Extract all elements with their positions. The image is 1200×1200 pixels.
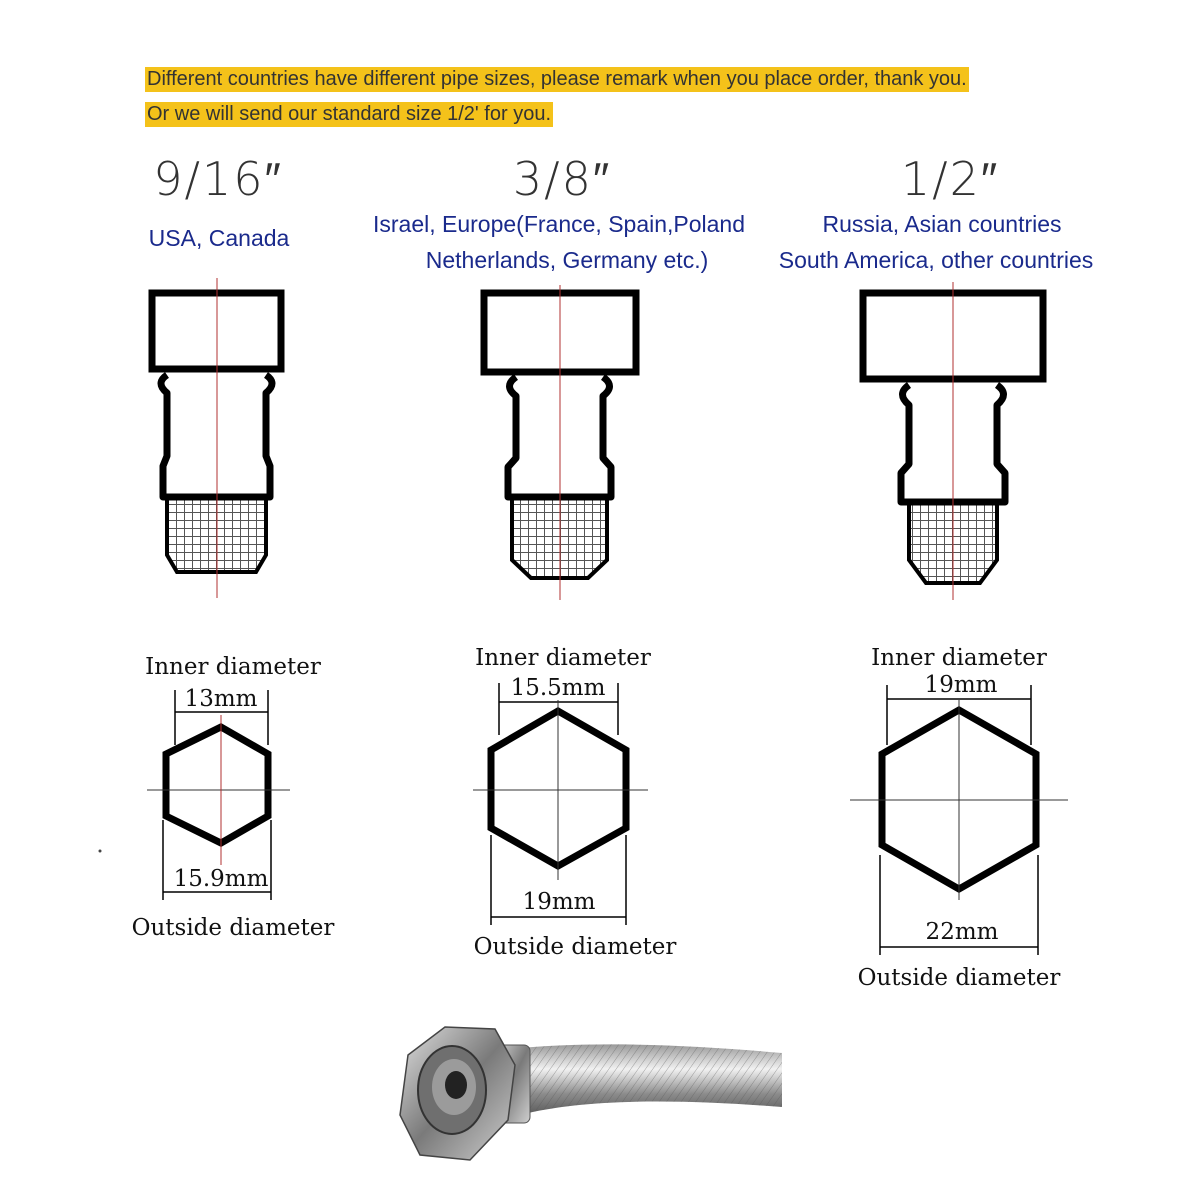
countries-1-2-line-1: Russia, Asian countries — [822, 211, 1062, 237]
hex-diagram-1-2 — [850, 685, 1068, 955]
fitting-3-8 — [484, 285, 636, 600]
outer-diameter-value-9-16: 15.9mm — [173, 866, 269, 892]
inner-diameter-label-3-8: Inner diameter — [475, 645, 651, 671]
outer-diameter-label-9-16: Outside diameter — [131, 915, 335, 941]
outer-diameter-value-1-2: 22mm — [925, 919, 999, 945]
notice-line-1: Different countries have different pipe sizes, please remark when you place order, thank you. — [147, 68, 967, 90]
fitting-1-2 — [863, 282, 1043, 600]
outer-diameter-value-3-8: 19mm — [522, 889, 596, 915]
countries-9-16: USA, Canada — [148, 225, 290, 251]
size-label-9-16: 9/16″ — [153, 152, 283, 206]
notice-line-2: Or we will send our standard size 1/2' for you. — [147, 103, 552, 125]
countries-1-2-line-2: South America, other countries — [778, 247, 1094, 273]
countries-3-8-line-2: Netherlands, Germany etc.) — [425, 247, 709, 273]
outer-diameter-label-1-2: Outside diameter — [857, 965, 1061, 991]
braided-hose-image — [390, 1015, 790, 1175]
fitting-9-16 — [152, 278, 281, 598]
inner-diameter-value-3-8: 15.5mm — [510, 675, 606, 701]
size-label-3-8: 3/8″ — [512, 152, 612, 206]
countries-3-8-line-1: Israel, Europe(France, Spain,Poland — [372, 211, 746, 237]
size-label-1-2: 1/2″ — [900, 152, 1000, 206]
inner-diameter-label-1-2: Inner diameter — [871, 645, 1047, 671]
inner-diameter-value-1-2: 19mm — [924, 672, 998, 698]
outer-diameter-label-3-8: Outside diameter — [473, 934, 677, 960]
inner-diameter-label-9-16: Inner diameter — [145, 654, 321, 680]
inner-diameter-value-9-16: 13mm — [184, 686, 258, 712]
